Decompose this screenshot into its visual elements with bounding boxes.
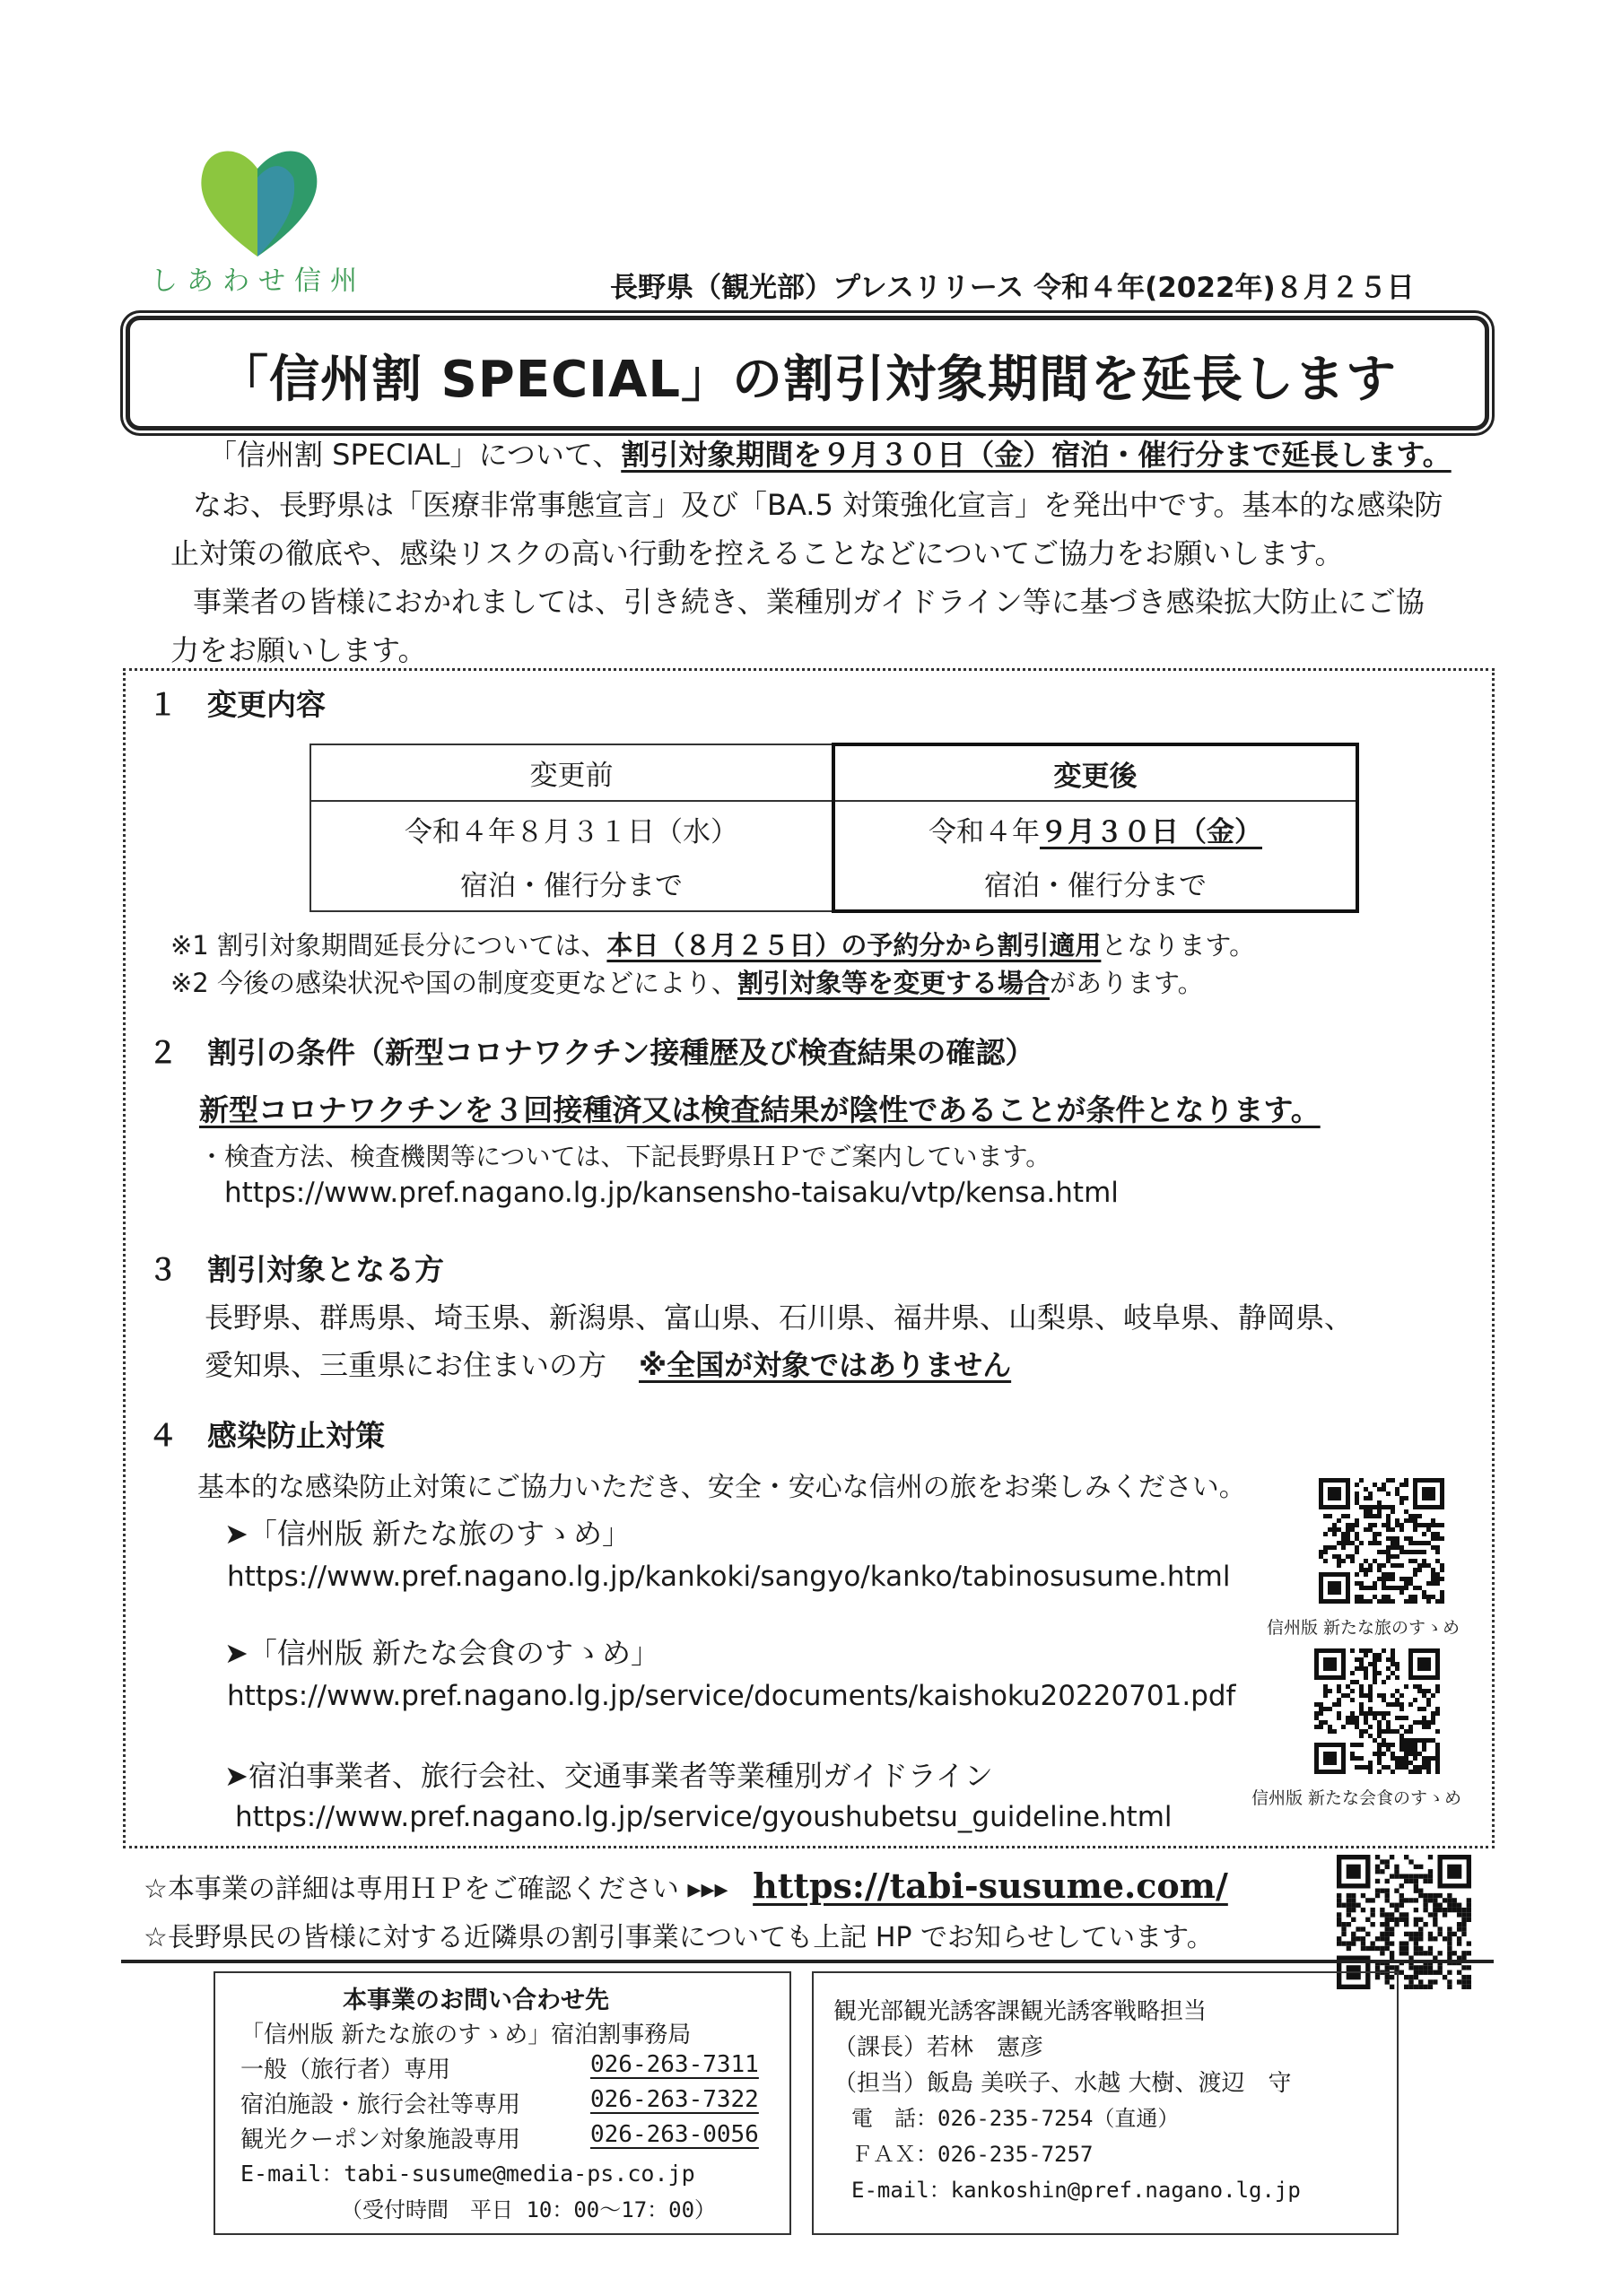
contact-row-2-tel[interactable]: 026-263-7322 <box>590 2086 759 2113</box>
contact-title: 本事業のお問い合わせ先 <box>343 1987 609 2014</box>
qr1-caption: 信州版 新たな旅のすゝめ <box>1267 1618 1460 1638</box>
dept-fax: ＦＡＸ：026-235-7257 <box>851 2142 1094 2167</box>
contact-box-right <box>812 1971 1399 2235</box>
dept-tel[interactable]: 電 話：026-235-7254（直通） <box>851 2106 1180 2131</box>
press-release-header: 長野県（観光部）プレスリリース 令和４年(2022年)８月２５日 <box>610 272 1415 304</box>
section1-title: １ 変更内容 <box>148 687 326 722</box>
footer-line-1 <box>144 1866 1228 1906</box>
before-scope: 宿泊・催行分まで <box>310 856 833 911</box>
contact-office: 「信州版 新たな旅のすゝめ」宿泊割事務局 <box>240 2022 692 2048</box>
title-box <box>126 316 1489 430</box>
section4-title: ４ 感染防止対策 <box>148 1418 385 1453</box>
intro-para-3b: 力をお願いします。 <box>170 633 427 667</box>
before-header: 変更前 <box>310 744 833 801</box>
note1-text: ※1 割引対象期間延長分については、 <box>170 930 607 961</box>
note-2 <box>170 963 1204 1000</box>
after-date-cell <box>833 801 1357 856</box>
section2-url[interactable]: https://www.pref.nagano.lg.jp/kansensho-taisaku/vtp/kensa.html <box>224 1177 1119 1209</box>
page-title: 「信州割 SPECIAL」の割引対象期間を延長します <box>217 351 1398 409</box>
contact-row-1-label: 一般（旅行者）専用 <box>240 2057 451 2083</box>
note2-text: ※2 今後の感染状況や国の制度変更などにより、 <box>170 968 737 998</box>
section3-warning: ※全国が対象ではありません <box>639 1348 1012 1382</box>
link3-label: ➤宿泊事業者、旅行会社、交通事業者等業種別ガイドライン <box>224 1759 993 1793</box>
after-scope: 宿泊・催行分まで <box>833 856 1357 911</box>
intro-p1-text: 「信州割 SPECIAL」について、 <box>208 438 622 472</box>
divider <box>121 1960 1494 1963</box>
section2-title: ２ 割引の条件（新型コロナワクチン接種歴及び検査結果の確認） <box>148 1035 1035 1070</box>
heart-leaf-logo-icon <box>193 142 327 258</box>
footer-line-2: ☆長野県民の皆様に対する近隣県の割引事業についても上記 HP でお知らせしています。 <box>144 1922 1214 1953</box>
footer-url-link[interactable]: https://tabi-susume.com/ <box>753 1866 1228 1906</box>
note1-tail: となります。 <box>1101 930 1256 961</box>
change-table <box>310 743 1359 913</box>
link2-url[interactable]: https://www.pref.nagano.lg.jp/service/documents/kaishoku20220701.pdf <box>227 1680 1236 1712</box>
dept-email[interactable]: E-mail：kankoshin@pref.nagano.lg.jp <box>851 2178 1301 2203</box>
section2-info: ・検査方法、検査機関等については、下記長野県ＨＰでご案内しています。 <box>199 1142 1051 1171</box>
section3-line2-text: 愛知県、三重県にお住まいの方 <box>205 1348 607 1382</box>
note2-tail: があります。 <box>1049 968 1204 998</box>
note2-emphasis: 割引対象等を変更する場合 <box>737 968 1050 998</box>
section3-line2 <box>205 1343 1011 1384</box>
before-date: 令和４年８月３１日（水） <box>310 801 833 856</box>
qr-code-icon[interactable] <box>1337 1855 1471 1989</box>
after-header: 変更後 <box>833 744 1357 801</box>
after-date-bold: ９月３０日（金） <box>1040 815 1262 848</box>
note-1 <box>170 926 1255 962</box>
note1-emphasis: 本日（８月２５日）の予約分から割引適用 <box>606 930 1102 961</box>
section2-condition: 新型コロナワクチンを３回接種済又は検査結果が陰性であることが条件となります。 <box>199 1092 1321 1127</box>
dept-name: 観光部観光誘客課観光誘客戦略担当 <box>833 1998 1208 2025</box>
contact-row-3-label: 観光クーポン対象施設専用 <box>240 2126 521 2153</box>
footer-line1-text: ☆本事業の詳細は専用ＨＰをご確認ください ▸▸▸ <box>144 1874 728 1905</box>
intro-para-2a: なお、長野県は「医療非常事態宣言」及び「BA.5 対策強化宣言」を発出中です。基本的な感染防 <box>193 488 1443 522</box>
qr-code-icon[interactable] <box>1314 1648 1440 1774</box>
qr-code-icon[interactable] <box>1319 1478 1444 1604</box>
link2-label: ➤「信州版 新たな会食のすゝめ」 <box>224 1636 659 1670</box>
contact-email[interactable]: E-mail：tabi-susume@media-ps.co.jp <box>240 2161 695 2187</box>
link3-url[interactable]: https://www.pref.nagano.lg.jp/service/gyoushubetsu_guideline.html <box>235 1801 1173 1833</box>
section3-title: ３ 割引対象となる方 <box>148 1252 444 1287</box>
logo-text: しあわせ信州 <box>151 265 366 297</box>
intro-para-1 <box>208 432 1452 474</box>
dept-chief: （課長）若林 憲彦 <box>833 2034 1044 2061</box>
contact-row-3-tel[interactable]: 026-263-0056 <box>590 2121 759 2148</box>
dept-staff: （担当）飯島 美咲子、水越 大樹、渡辺 守 <box>833 2070 1292 2097</box>
section4-intro: 基本的な感染防止対策にご協力いただき、安全・安心な信州の旅をお楽しみください。 <box>197 1472 1246 1503</box>
intro-para-2b: 止対策の徹底や、感染リスクの高い行動を控えることなどについてご協力をお願いします。 <box>170 536 1344 570</box>
contact-row-2-label: 宿泊施設・旅行会社等専用 <box>240 2092 521 2118</box>
link1-label: ➤「信州版 新たな旅のすゝめ」 <box>224 1517 631 1551</box>
after-date-prefix: 令和４年 <box>929 815 1040 848</box>
intro-p1-emphasis: 割引対象期間を９月３０日（金）宿泊・催行分まで延長します。 <box>621 438 1452 472</box>
section3-line1: 長野県、群馬県、埼玉県、新潟県、富山県、石川県、福井県、山梨県、岐阜県、静岡県、 <box>205 1300 1354 1335</box>
contact-row-1-tel[interactable]: 026-263-7311 <box>590 2051 759 2078</box>
link1-url[interactable]: https://www.pref.nagano.lg.jp/kankoki/sangyo/kanko/tabinosusume.html <box>227 1561 1231 1593</box>
intro-para-3a: 事業者の皆様におかれましては、引き続き、業種別ガイドライン等に基づき感染拡大防止にご協 <box>193 585 1425 619</box>
qr2-caption: 信州版 新たな会食のすゝめ <box>1251 1788 1462 1808</box>
contact-box-left <box>214 1971 791 2235</box>
contact-hours: （受付時間 平日 10：00〜17：00） <box>341 2197 717 2222</box>
